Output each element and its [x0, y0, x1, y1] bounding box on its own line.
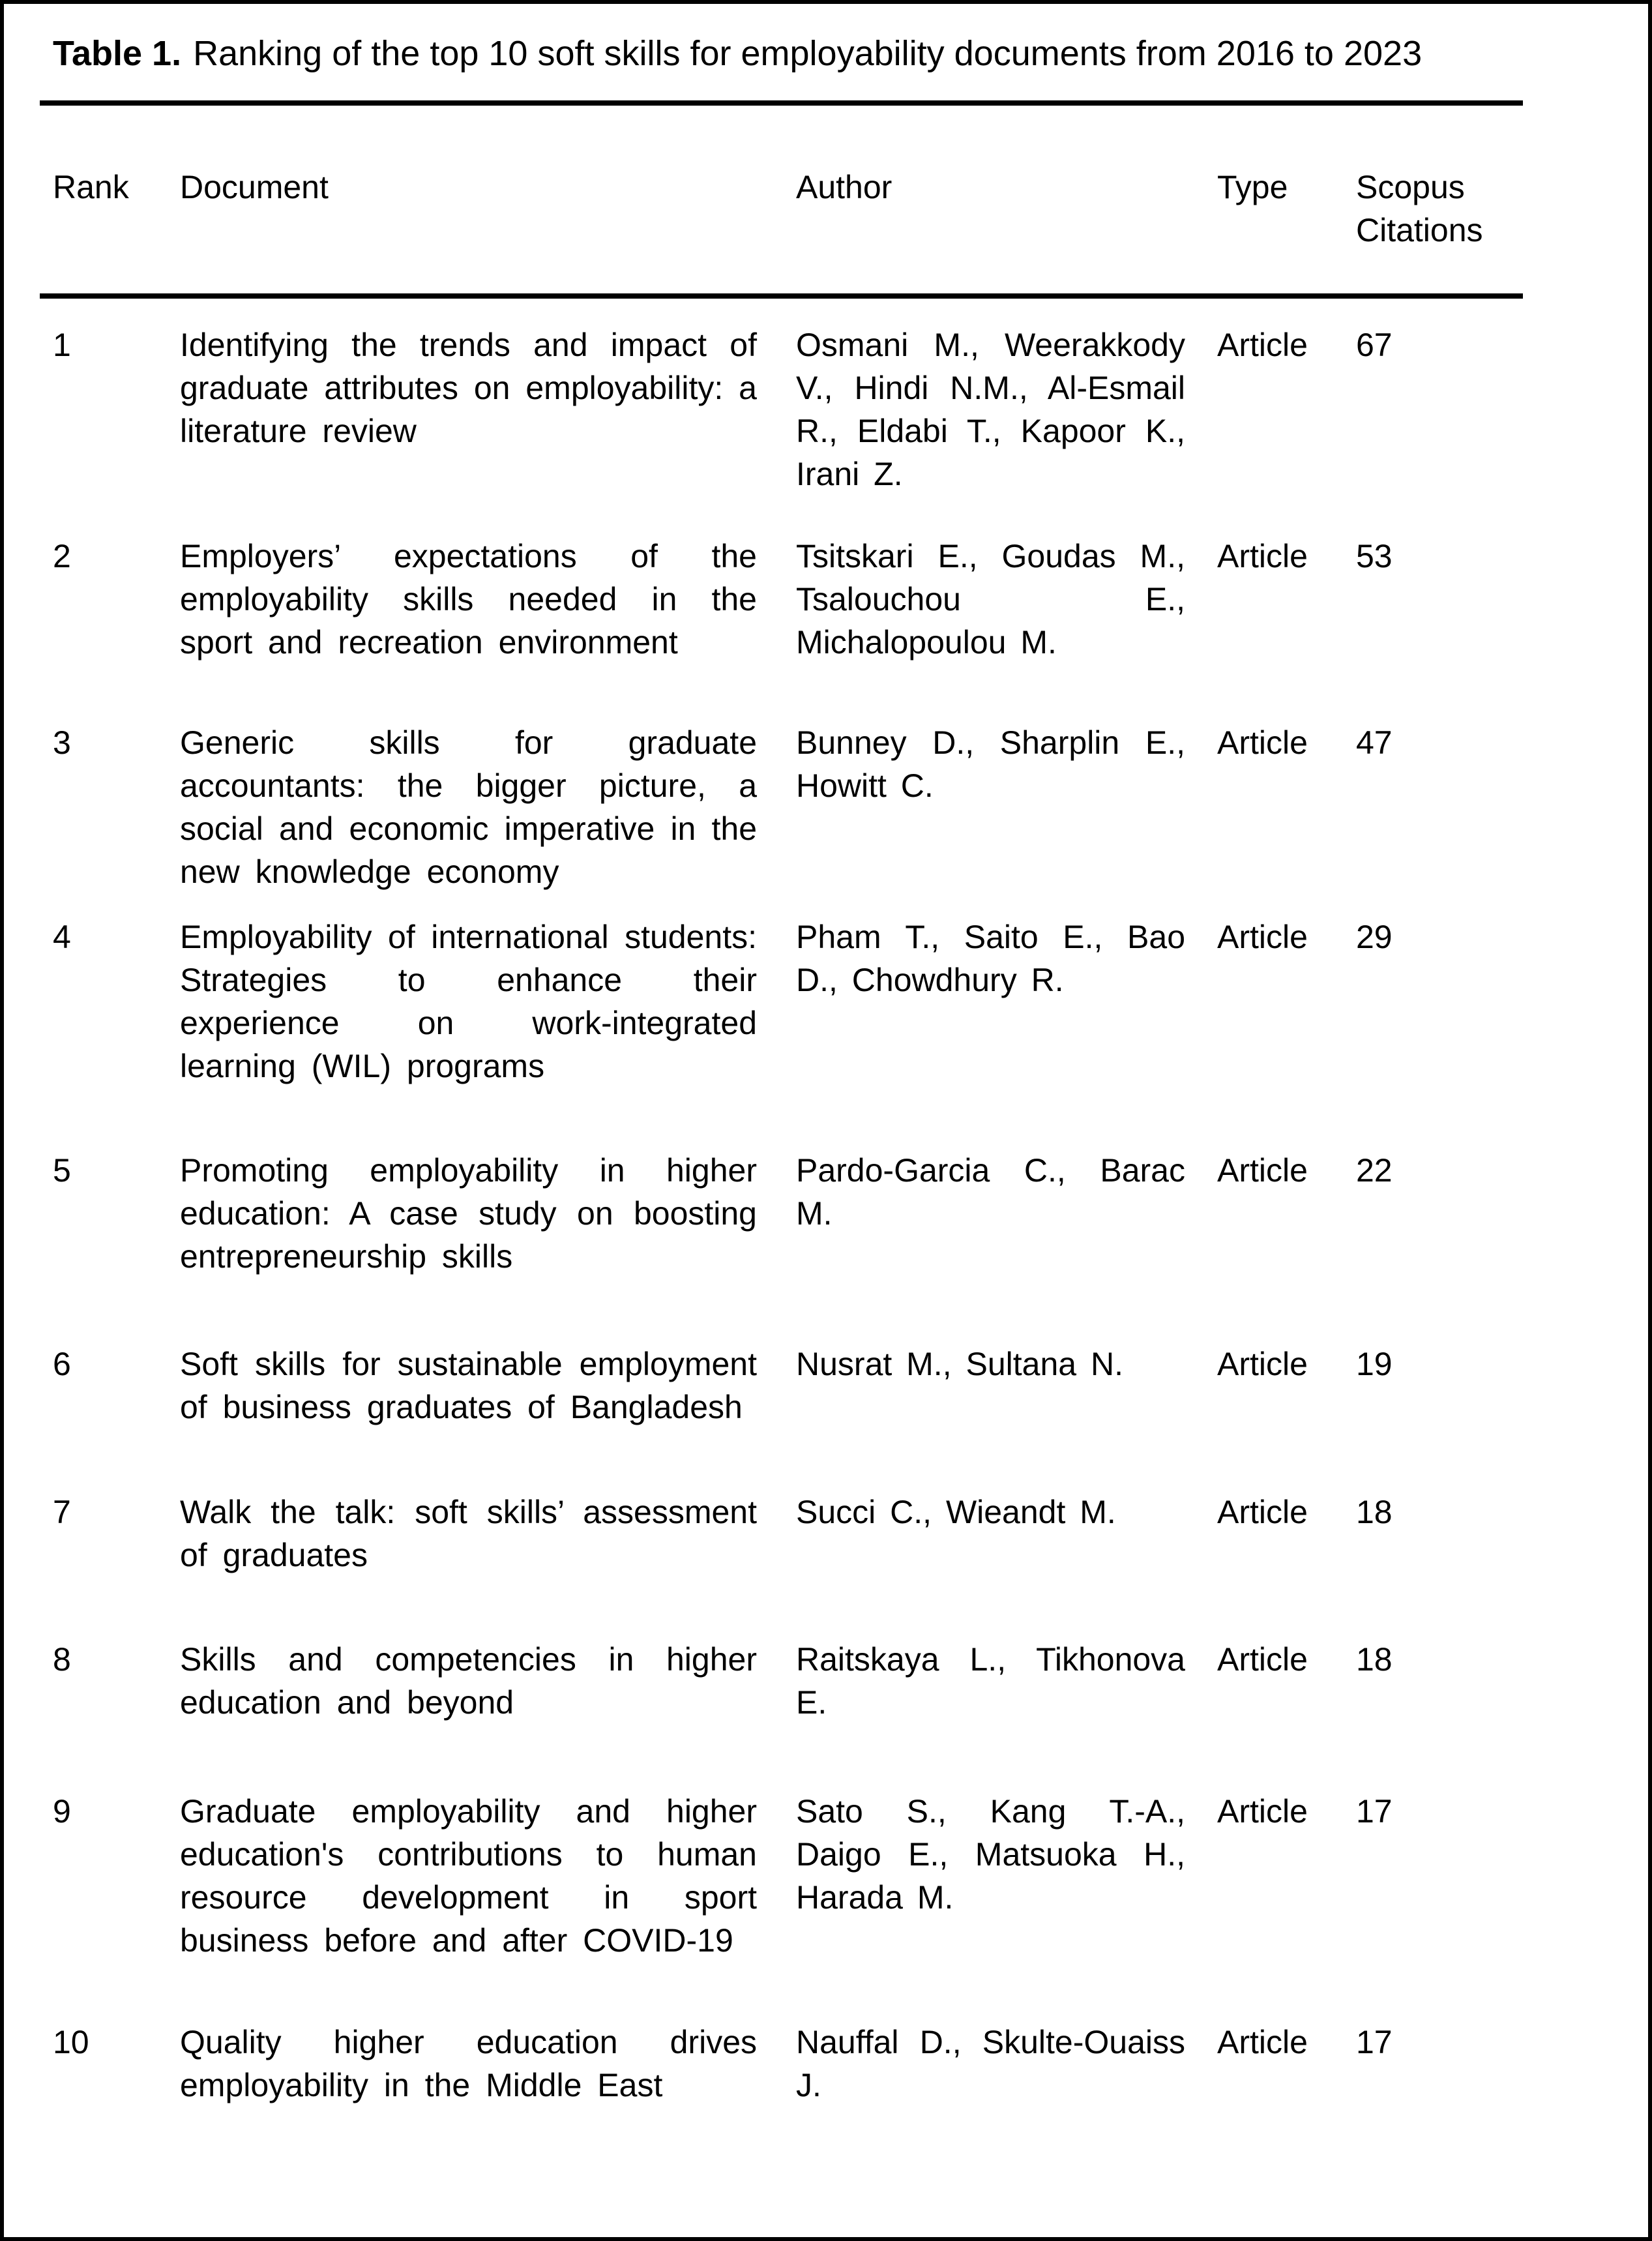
table-row: [40, 1790, 1523, 2021]
citations-cell: 18: [1356, 1494, 1393, 1530]
rank-cell: 4: [53, 919, 71, 955]
header-rank: Rank: [40, 103, 180, 296]
type-cell: Article: [1217, 538, 1308, 574]
rank-cell: 6: [53, 1346, 71, 1382]
document-cell: Generic skills for graduate accountants: the bigger picture, a social and economic imperative in the new knowledge economy: [180, 724, 757, 890]
table-row: [40, 296, 1523, 535]
document-cell: Employability of international students: Strategies to enhance their experience on work-integrated learning (WIL) programs: [180, 919, 757, 1084]
author-cell: Raitskaya L., Tikhonova E.: [796, 1641, 1185, 1721]
table-row: [40, 721, 1523, 915]
document-cell: Identifying the trends and impact of graduate attributes on employability: a literature review: [180, 327, 757, 449]
rank-cell: 1: [53, 327, 71, 363]
type-cell: Article: [1217, 724, 1308, 761]
document-cell: Soft skills for sustainable employment of business graduates of Bangladesh: [180, 1346, 757, 1425]
rank-cell: 7: [53, 1494, 71, 1530]
table-body: [40, 296, 1523, 2111]
table-row: [40, 1491, 1523, 1638]
document-cell: Promoting employability in higher education: A case study on boosting entrepreneurship skills: [180, 1152, 757, 1275]
author-cell: Nauffal D., Skulte-Ouaiss J.: [796, 2024, 1185, 2103]
citations-cell: 18: [1356, 1641, 1393, 1678]
author-cell: Bunney D., Sharplin E., Howitt C.: [796, 724, 1185, 804]
header-author: Author: [796, 103, 1217, 296]
type-cell: Article: [1217, 1793, 1308, 1830]
citations-cell: 53: [1356, 538, 1393, 574]
table-caption-label: Table 1.: [53, 34, 182, 73]
type-cell: Article: [1217, 1346, 1308, 1382]
table-row: [40, 2021, 1523, 2111]
type-cell: Article: [1217, 1152, 1308, 1189]
author-cell: Nusrat M., Sultana N.: [796, 1346, 1123, 1382]
author-cell: Tsitskari E., Goudas M., Tsalouchou E., Michalopoulou M.: [796, 538, 1185, 660]
table-row: [40, 535, 1523, 721]
table-row: [40, 1343, 1523, 1491]
header-document: Document: [180, 103, 796, 296]
author-cell: Sato S., Kang T.-A., Daigo E., Matsuoka H., Harada M.: [796, 1793, 1185, 1916]
rank-cell: 8: [53, 1641, 71, 1678]
citations-cell: 22: [1356, 1152, 1393, 1189]
citations-cell: 19: [1356, 1346, 1393, 1382]
document-cell: Quality higher education drives employability in the Middle East: [180, 2024, 757, 2103]
author-cell: Succi C., Wieandt M.: [796, 1494, 1116, 1530]
author-cell: Osmani M., Weerakkody V., Hindi N.M., Al-Esmail R., Eldabi T., Kapoor K., Irani Z.: [796, 327, 1185, 492]
table-header-row: [40, 103, 1523, 296]
ranking-table: [40, 100, 1523, 2111]
citations-cell: 29: [1356, 919, 1393, 955]
author-cell: Pardo-Garcia C., Barac M.: [796, 1152, 1185, 1232]
header-type: Type: [1217, 103, 1356, 296]
rank-cell: 3: [53, 724, 71, 761]
citations-cell: 47: [1356, 724, 1393, 761]
document-cell: Graduate employability and higher education's contributions to human resource development in sport business before and after COVID-19: [180, 1793, 757, 1959]
author-cell: Pham T., Saito E., Bao D., Chowdhury R.: [796, 919, 1185, 998]
rank-cell: 2: [53, 538, 71, 574]
table-row: [40, 1149, 1523, 1343]
table-caption-text: Ranking of the top 10 soft skills for employability documents from 2016 to 2023: [193, 34, 1423, 73]
type-cell: Article: [1217, 2024, 1308, 2060]
type-cell: Article: [1217, 1641, 1308, 1678]
citations-cell: 67: [1356, 327, 1393, 363]
type-cell: Article: [1217, 1494, 1308, 1530]
header-citations: Scopus Citations: [1356, 103, 1523, 296]
type-cell: Article: [1217, 327, 1308, 363]
rank-cell: 10: [53, 2024, 89, 2060]
document-cell: Employers’ expectations of the employability skills needed in the sport and recreation environment: [180, 538, 757, 660]
document-cell: Skills and competencies in higher education and beyond: [180, 1641, 757, 1721]
table-row: [40, 1638, 1523, 1790]
rank-cell: 5: [53, 1152, 71, 1189]
table-row: [40, 915, 1523, 1149]
citations-cell: 17: [1356, 2024, 1393, 2060]
rank-cell: 9: [53, 1793, 71, 1830]
table-caption: [4, 4, 1648, 74]
type-cell: Article: [1217, 919, 1308, 955]
citations-cell: 17: [1356, 1793, 1393, 1830]
document-cell: Walk the talk: soft skills’ assessment of graduates: [180, 1494, 757, 1573]
